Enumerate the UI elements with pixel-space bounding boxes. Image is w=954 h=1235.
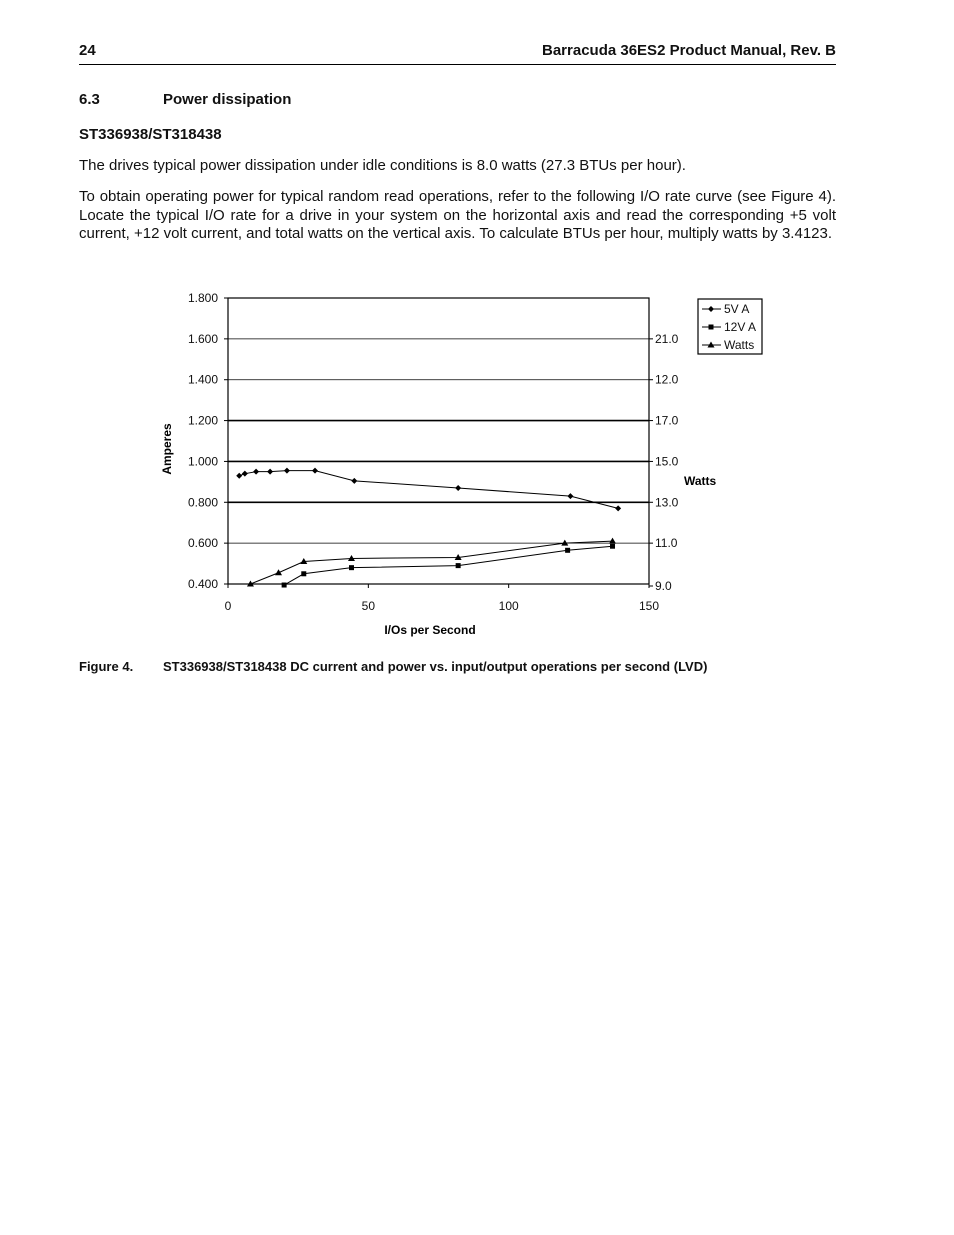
data-point-watts — [609, 538, 616, 544]
data-point-12v-a — [456, 563, 461, 568]
y-tick-label: 1.000 — [187, 454, 218, 469]
y2-tick-label: 13.0 — [655, 495, 679, 510]
data-point-12v-a — [349, 565, 354, 570]
figure-caption — [79, 659, 707, 674]
y-tick-label: 0.800 — [187, 495, 218, 510]
y-tick-label: 1.200 — [187, 413, 218, 428]
legend-marker-12v-a — [709, 325, 714, 330]
data-point-12v-a — [610, 544, 615, 549]
y2-tick-label: 17.0 — [655, 413, 679, 428]
data-point-12v-a — [282, 583, 287, 588]
data-point-12v-a — [301, 571, 306, 576]
data-point-5v-a — [242, 471, 248, 477]
data-point-5v-a — [253, 469, 259, 475]
figure-number: Figure 4. — [79, 659, 134, 674]
paragraph-idle-power: The drives typical power dissipation under idle conditions is 8.0 watts (27.3 BTUs per hour). — [79, 157, 686, 174]
chart-legend — [698, 299, 762, 354]
data-point-5v-a — [351, 478, 357, 484]
data-point-watts — [275, 569, 282, 575]
data-point-12v-a — [565, 548, 570, 553]
data-point-5v-a — [615, 505, 621, 511]
y-tick-label: 1.800 — [187, 291, 218, 305]
y2-tick-label: 12.0 — [655, 372, 679, 387]
x-tick-label: 50 — [361, 599, 376, 613]
data-point-5v-a — [455, 485, 461, 491]
y-axis-label: Amperes — [160, 423, 174, 475]
x-tick-label: 150 — [638, 599, 660, 613]
y-tick-label: 0.600 — [187, 536, 218, 551]
x-axis-label: I/Os per Second — [384, 623, 476, 637]
x-tick-label: 100 — [498, 599, 519, 613]
section-number: 6.3 — [79, 91, 100, 108]
data-point-5v-a — [567, 493, 573, 499]
paragraph-operating-power: To obtain operating power for typical random read operations, refer to the following I/O rate curve (see Figure 4). Locate the typical I/O rate for a drive in your system on the horizontal axis and read the corresponding +5 volt current, +12 volt current, and total watts on the vertical axis. To calculate BTUs per hour, multiply watts by 3.4123. — [79, 188, 836, 242]
figure-caption-text: ST336938/ST318438 DC current and power vs. input/output operations per second (LVD) — [163, 659, 708, 674]
y2-tick-label: 15.0 — [655, 454, 679, 469]
y-tick-label: 1.400 — [187, 372, 218, 387]
plot-area-frame — [228, 298, 649, 584]
legend-label-5v-a: 5V A — [724, 302, 750, 316]
y2-tick-label: 11.0 — [655, 536, 678, 551]
y2-tick-label: 9.0 — [655, 579, 672, 593]
y-tick-label: 1.600 — [187, 331, 218, 346]
y2-axis-label: Watts — [684, 474, 717, 488]
running-title: Barracuda 36ES2 Product Manual, Rev. B — [542, 42, 836, 59]
model-heading: ST336938/ST318438 — [79, 126, 222, 143]
chart-gridlines — [228, 339, 649, 543]
y-tick-label: 0.400 — [187, 577, 218, 591]
data-point-5v-a — [236, 473, 242, 479]
page-number: 24 — [79, 42, 96, 59]
section-title: Power dissipation — [163, 91, 292, 108]
x-tick-label: 0 — [224, 599, 232, 613]
chart-series — [236, 468, 621, 588]
data-point-5v-a — [312, 468, 318, 474]
series-line-12v-a — [284, 546, 612, 585]
chart-axes — [188, 291, 679, 613]
legend-label-12v-a: 12V A — [724, 320, 757, 334]
legend-label-watts: Watts — [724, 338, 755, 352]
y2-tick-label: 21.0 — [655, 331, 679, 346]
data-point-5v-a — [284, 468, 290, 474]
data-point-5v-a — [267, 469, 273, 475]
